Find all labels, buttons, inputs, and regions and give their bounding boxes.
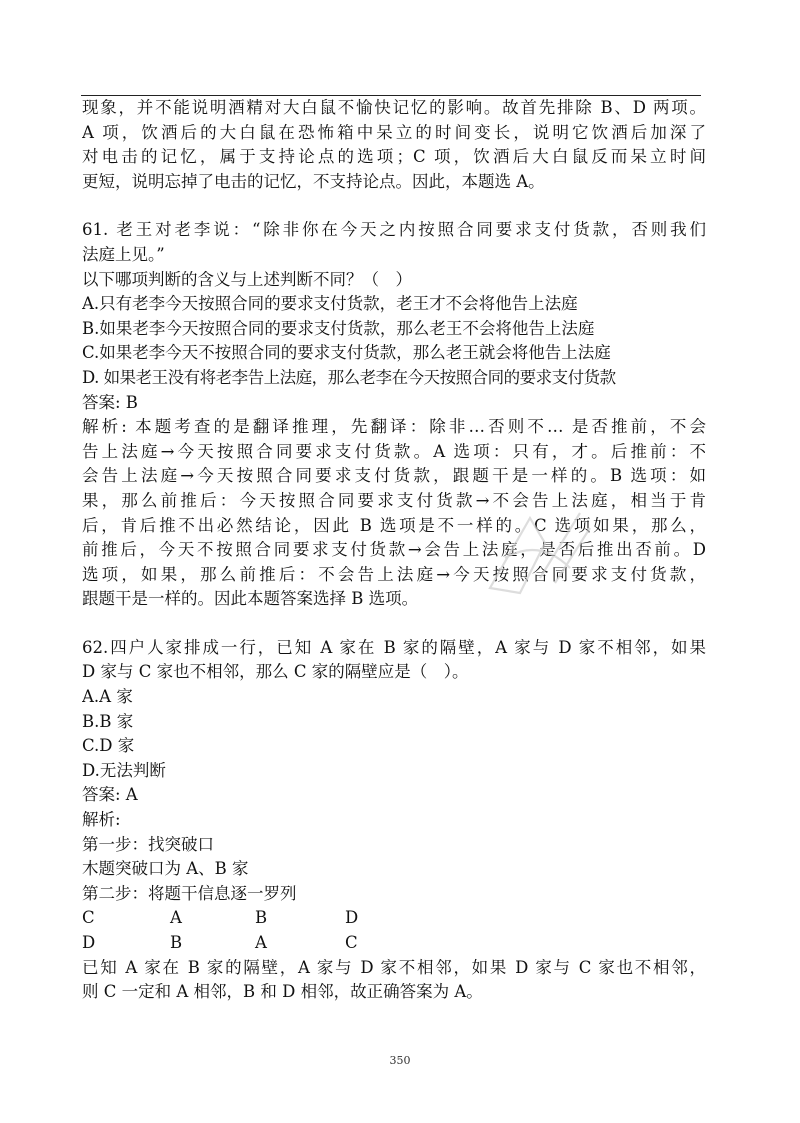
- arrangement-cell: B: [170, 933, 183, 952]
- analysis-line: 第一步：找突破口: [82, 834, 214, 854]
- faint-watermark-icon: [470, 498, 610, 608]
- conclusion-line: 已知 A 家在 B 家的隔壁，A 家与 D 家不相邻，如果 D 家与 C 家也不相邻，: [82, 957, 706, 977]
- question-stem-line: 62.四户人家排成一行，已知 A 家在 B 家的隔壁，A 家与 D 家不相邻，如果: [82, 637, 706, 657]
- page-number: 350: [389, 1054, 411, 1067]
- intro-paragraph: [82, 96, 706, 194]
- answer: 答案: A: [82, 785, 138, 805]
- question-62: [82, 636, 706, 1005]
- option-d: D.无法判断: [82, 760, 166, 780]
- page-content: [82, 96, 706, 1005]
- arrangement-cell: A: [255, 933, 267, 952]
- arrangement-row-1: [82, 906, 706, 931]
- arrangement-cell: D: [345, 908, 359, 928]
- option-d: D. 如果老王没有将老李告上法庭，那么老李在今天按照合同的要求支付货款: [82, 367, 616, 387]
- option-b: B.如果老李今天按照合同的要求支付货款，那么老王不会将他告上法庭: [82, 318, 595, 338]
- option-c: C.D 家: [82, 736, 135, 756]
- section-gap: [82, 194, 706, 218]
- question-stem-line: 61. 老王对老李说：“除非你在今天之内按照合同要求支付货款，否则我们: [82, 220, 706, 240]
- text-line: 对电击的记忆，属于支持论点的选项；C 项，饮酒后大白鼠反而呆立时间: [82, 147, 706, 167]
- arrangement-cell: C: [82, 908, 95, 928]
- option-a: A.只有老李今天按照合同的要求支付货款，老王才不会将他告上法庭: [82, 294, 578, 314]
- question-stem-line: D 家与 C 家也不相邻，那么 C 家的隔壁应是（ ）。: [82, 662, 469, 682]
- analysis-line: 会告上法庭→今天按照合同要求支付货款，跟题干是一样的。B 选项：如: [82, 466, 706, 486]
- arrangement-row-2: [82, 931, 706, 956]
- analysis-line: 果，那么前推后：今天按照合同要求支付货款→不会告上法庭，相当于肯: [82, 490, 706, 510]
- analysis-line: 解析:: [82, 810, 121, 830]
- question-stem-line: 法庭上见。”: [82, 244, 165, 264]
- question-61: [82, 218, 706, 612]
- option-b: B.B 家: [82, 711, 134, 731]
- analysis-line: 后，肯后推不出必然结论，因此 B 选项是不一样的。C 选项如果，那么，: [82, 515, 706, 535]
- conclusion-line: 则 C 一定和 A 相邻，B 和 D 相邻，故正确答案为 A。: [82, 982, 483, 1002]
- arrangement-cell: C: [345, 933, 358, 952]
- analysis-line: 选项，如果，那么前推后：不会告上法庭→今天按照合同要求支付货款，: [82, 564, 706, 584]
- analysis-line: 解析: 本题考查的是翻译推理，先翻译：除非…否则不… 是否推前，不会: [82, 417, 706, 437]
- analysis-line: 跟题干是一样的。因此本题答案选择 B 选项。: [82, 589, 419, 609]
- analysis-line: 前推后，今天不按照合同要求支付货款→会告上法庭，是否后推出否前。D: [82, 540, 706, 560]
- text-line: A 项，饮酒后的大白鼠在恐怖箱中呆立的时间变长，说明它饮酒后加深了: [82, 122, 706, 142]
- section-gap: [82, 612, 706, 636]
- analysis-line: 木题突破口为 A、B 家: [82, 859, 249, 879]
- arrangement-cell: A: [170, 908, 182, 928]
- option-a: A.A 家: [82, 687, 133, 707]
- option-c: C.如果老李今天不按照合同的要求支付货款，那么老王就会将他告上法庭: [82, 343, 611, 363]
- analysis-line: 第二步：将题干信息逐一罗列: [82, 883, 297, 903]
- text-line: 现象，并不能说明酒精对大白鼠不愉快记忆的影响。故首先排除 B、D 两项。: [82, 98, 706, 117]
- arrangement-cell: D: [82, 933, 96, 952]
- question-stem-line: 以下哪项判断的含义与上述判断不同？（ ）: [82, 269, 412, 289]
- analysis-line: 告上法庭→今天按照合同要求支付货款。A 选项：只有，才。后推前：不: [82, 441, 706, 461]
- answer: 答案: B: [82, 392, 138, 412]
- text-line: 更短，说明忘掉了电击的记忆，不支持论点。因此，本题选 A。: [82, 171, 545, 191]
- arrangement-cell: B: [255, 908, 268, 928]
